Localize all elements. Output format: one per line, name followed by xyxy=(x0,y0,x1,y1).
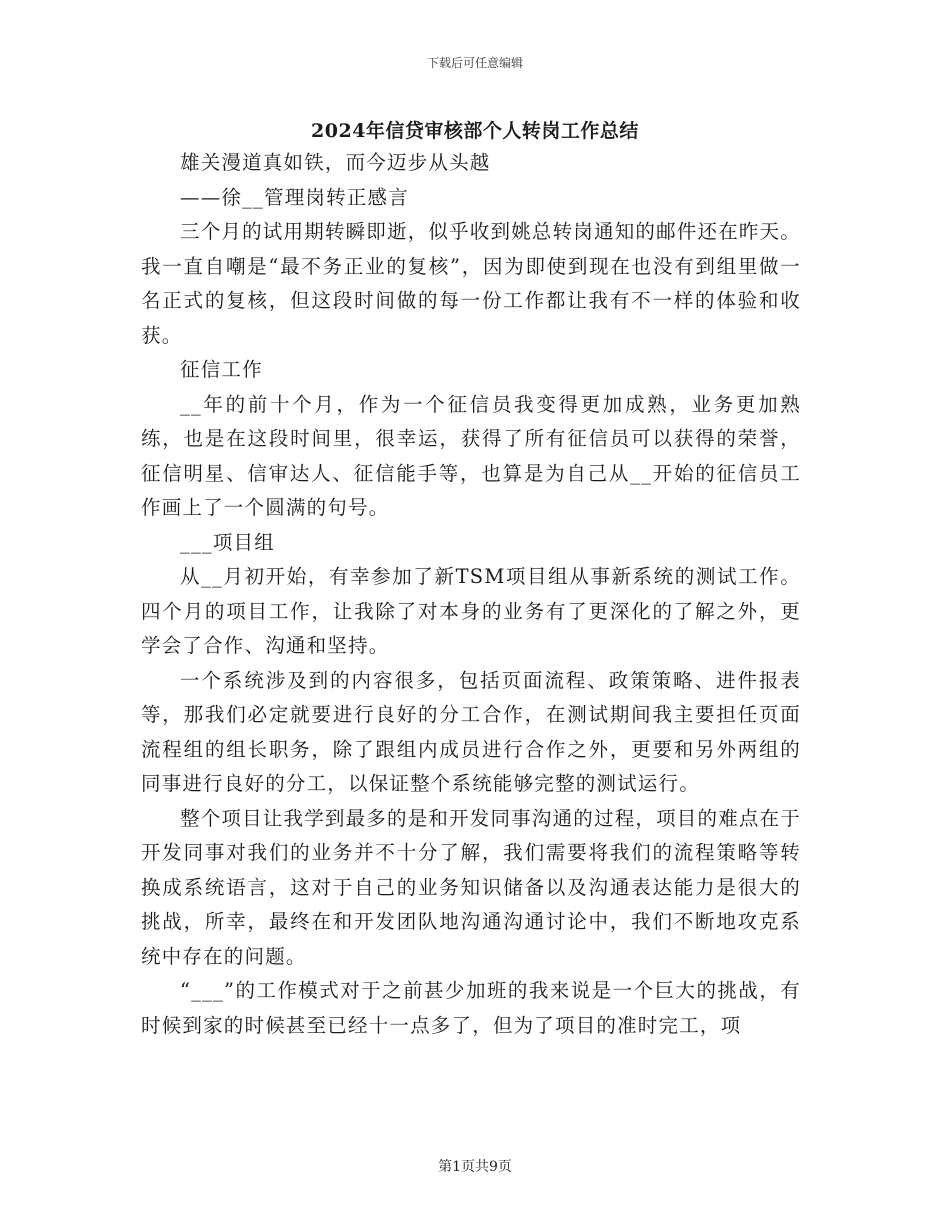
paragraph-epigraph-attribution: ——徐__管理岗转正感言 xyxy=(180,185,409,209)
paragraph-project-division: 一个系统涉及到的内容很多，包括页面流程、政策策略、进件报表等，那我们必定就要进行良好的分工合作，在测试期间我主要担任页面流程组的组长职务，除了跟组内成员进行合作之外，更要和另外两组的同事进行良好的分工，以保证整个系统能够完整的测试运行。 xyxy=(141,668,801,795)
document-title: 2024年信贷审核部个人转岗工作总结 xyxy=(311,120,639,142)
paragraph-work-mode: “___”的工作模式对于之前甚少加班的我来说是一个巨大的挑战，有时候到家的时候甚至已经十一点多了，但为了项目的准时完工，项 xyxy=(141,979,801,1037)
section-heading-project-group: ___项目组 xyxy=(180,530,275,554)
paragraph-project-start: 从__月初开始，有幸参加了新TSM项目组从事新系统的测试工作。四个月的项目工作，让我除了对本身的业务有了更深化的了解之外，更学会了合作、沟通和坚持。 xyxy=(141,565,801,657)
document-body xyxy=(141,146,801,1043)
paragraph-intro: 三个月的试用期转瞬即逝，似乎收到姚总转岗通知的邮件还在昨天。我一直自嘲是“最不务正业的复核”，因为即使到现在也没有到组里做一名正式的复核，但这段时间做的每一份工作都让我有不一样的体验和收获。 xyxy=(141,220,802,347)
paragraph-project-communication: 整个项目让我学到最多的是和开发同事沟通的过程，项目的难点在于开发同事对我们的业务并不十分了解，我们需要将我们的流程策略等转换成系统语言，这对于自己的业务知识储备以及沟通表达能力是很大的挑战，所幸，最终在和开发团队地沟通沟通讨论中，我们不断地攻克系统中存在的问题。 xyxy=(141,806,802,968)
header-note: 下载后可任意编辑 xyxy=(426,56,523,70)
section-heading-credit-work: 征信工作 xyxy=(180,358,263,381)
paragraph-credit-work: __年的前十个月，作为一个征信员我变得更加成熟，业务更加熟练，也是在这段时间里，很幸运，获得了所有征信员可以获得的荣誉，征信明星、信审达人、征信能手等，也算是为自己从__开始的征信员工作画上了一个圆满的句号。 xyxy=(141,392,801,519)
paragraph-epigraph: 雄关漫道真如铁，而今迈步从头越 xyxy=(180,151,491,174)
page-indicator: 第1页共9页 xyxy=(438,1159,512,1175)
